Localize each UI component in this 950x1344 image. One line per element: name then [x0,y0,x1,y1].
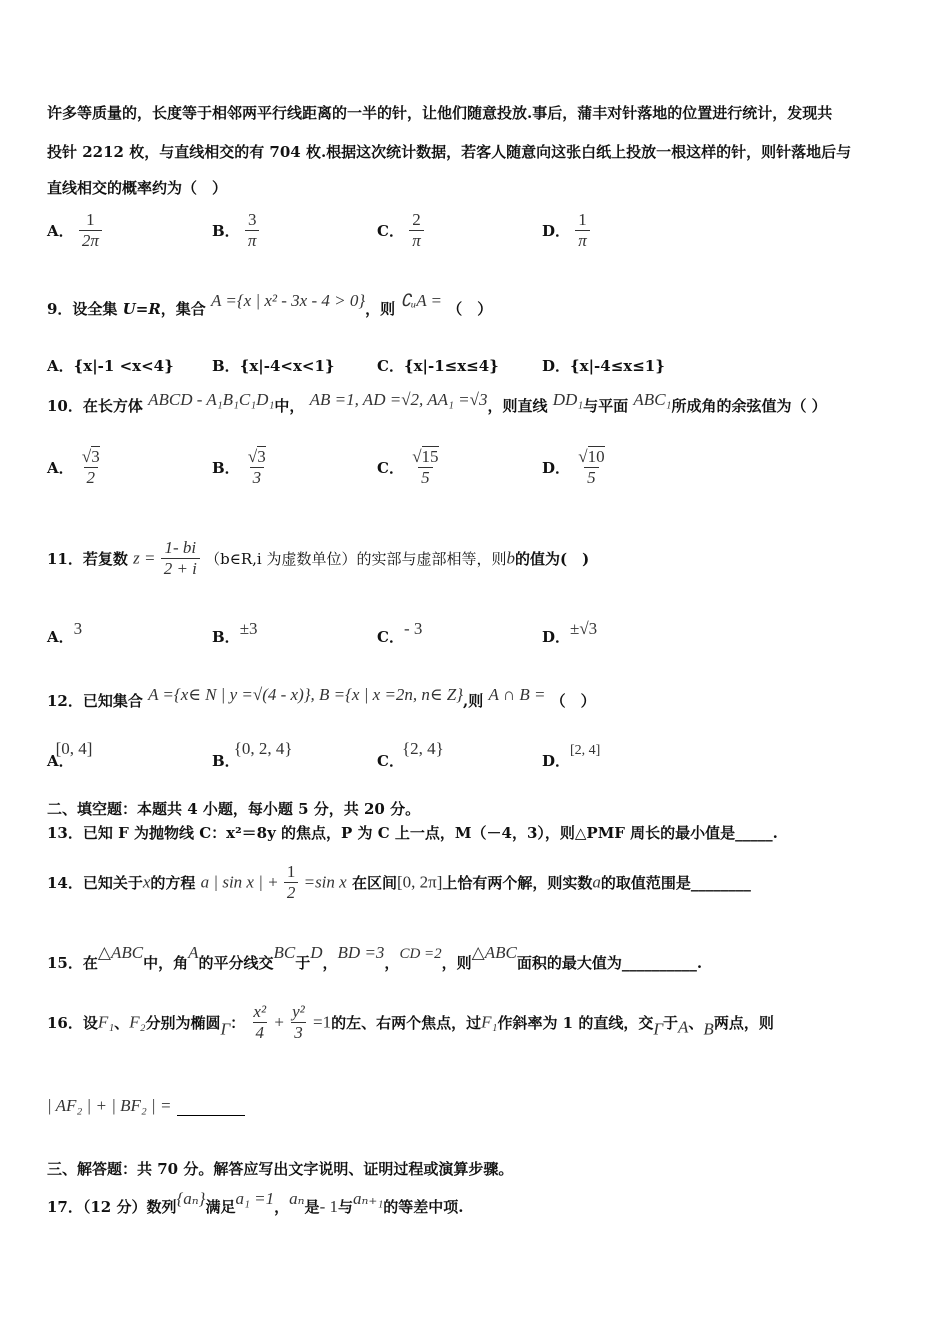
q10-option-b[interactable]: B． $\frac{√3}{3}$ [212,447,269,488]
q9-set-a: A ={x | x² - 3x - 4 > 0} [211,291,366,310]
q10-stem: 10．在长方体 ABCD - A₁B₁C₁D₁中， AB =1, AD =√2, AA₁ =√3，则直线 DD₁与平面 ABC₁所成角的余弦值为（ ） [47,390,827,415]
q8-option-c-fraction: $\frac{2}{\pi}$ [409,210,424,251]
q13-stem: 13．已知 F 为抛物线 C：x²＝8y 的焦点，P 为 C 上一点，M（－4，3），则△PMF 周长的最小值是_____. [47,824,778,842]
q9-stem: 9．设全集 U=R，集合 A ={x | x² - 3x - 4 > 0}，则 ∁ᵤA = （ ） [47,291,493,318]
q8-line-2: 投针 2212 枚，与直线相交的有 704 枚.根据这次统计数据，若客人随意向这张白纸上投放一根这样的针，则针落地后与 [47,143,852,161]
q12-option-b[interactable]: B．{0, 2, 4} [212,739,293,770]
q11-stem: 11．若复数 z = $\frac{1- bi}{2 + i}$ （b∈R,i 为虚数单位）的实部与虚部相等，则b的值为( ) [47,538,590,578]
q12-stem: 12．已知集合 A ={x∈ N | y =√(4 - x)}, B ={x | x =2n, n∈ Z},则 A ∩ B = （ ） [47,685,596,710]
q12-intersection: A ∩ B = [488,685,546,704]
q11-option-b[interactable]: B．±3 [212,619,258,646]
q11-option-d[interactable]: D．±√3 [542,619,598,646]
q9-option-c[interactable]: C．{x|-1≤x≤4} [377,357,499,375]
q10-option-c[interactable]: C． $\frac{√15}{5}$ [377,447,442,488]
q15-stem: 15．在△ABC中，角A的平分线交BC于D，BD =3，CD =2，则△ABC面积的最大值为__________. [47,943,703,972]
q10-option-b-fraction: $\frac{√3}{3}$ [247,447,266,487]
q14-half: $\frac{1}{2}$ [284,862,299,903]
q9-option-b[interactable]: B．{x|-4<x<1} [212,357,335,375]
q8-option-a[interactable]: A． $\frac{1}{2\pi}$ [47,210,102,251]
q8-option-b-fraction: $\frac{3}{\pi}$ [245,210,260,251]
q11-fraction: $\frac{1- bi}{2 + i}$ [161,538,200,579]
q8-option-c[interactable]: C． $\frac{2}{\pi}$ [377,210,424,251]
q8-option-a-fraction: $\frac{1}{2\pi}$ [79,210,102,251]
q10-option-a[interactable]: A． $\frac{√3}{2}$ [47,447,103,488]
q10-solid: ABCD - A₁B₁C₁D₁ [148,390,275,409]
q8-line-1: 许多等质量的，长度等于相邻两平行线距离的一半的针，让他们随意投放.事后，蒲丰对针落地的位置进行统计，发现共 [47,104,833,122]
q10-option-d[interactable]: D． $\frac{√10}{5}$ [542,447,608,488]
q14-stem: 14．已知关于x的方程 a | sin x | + $\frac{1}{2}$ =sin x 在区间[0, 2π]上恰有两个解，则实数a的取值范围是________ [47,862,751,902]
q8-option-d-fraction: $\frac{1}{\pi}$ [575,210,590,251]
q16-stem: 16．设F₁、F₂分别为椭圆Γ： $\frac{\text{x²}}{4}$ + $\frac{\text{y²}}{3}$ =1的左、右两个焦点，过F₁作斜率为 1 的直线，交Γ于A、B两点，则 [47,1002,774,1042]
q14-equation-left: a | sin x | + [200,872,279,892]
q11-option-a[interactable]: A．3 [47,619,83,646]
q10-option-d-fraction: $\frac{√10}{5}$ [578,447,605,487]
q16-answer-line [47,1096,245,1116]
q8-option-d[interactable]: D． $\frac{1}{\pi}$ [542,210,590,251]
q8-line-3: 直线相交的概率约为（ ） [47,179,228,197]
q8-option-b[interactable]: B． $\frac{3}{\pi}$ [212,210,259,251]
q16-expression: | AF₂ | + | BF₂ | = [47,1096,172,1115]
q10-option-c-fraction: $\frac{√15}{5}$ [412,447,439,487]
q9-complement: ∁ᵤA = [400,291,443,310]
q12-option-d[interactable]: D．[2, 4] [542,743,601,770]
q14-equation-right: =sin x [303,872,347,892]
q10-option-a-fraction: $\frac{√3}{2}$ [81,447,100,487]
q9-option-a[interactable]: A．{x|-1 <x<4} [47,357,174,375]
q12-option-c[interactable]: C．{2, 4} [377,739,444,770]
q16-x-term: $\frac{\text{x²}}{4}$ [253,1002,267,1042]
q16-y-term: $\frac{\text{y²}}{3}$ [292,1002,305,1042]
q17-stem: 17．（12 分）数列{aₙ}满足a₁ =1，aₙ是- 1与aₙ₊₁的等差中项. [47,1189,464,1216]
q10-line: DD₁ [552,390,584,409]
q10-plane: ABC₁ [633,390,672,409]
q12-option-a[interactable]: A．[0, 4] [47,739,93,770]
q11-z: z = [133,548,156,568]
q9-option-d[interactable]: D．{x|-4≤x≤1} [542,357,665,375]
q11-option-c[interactable]: C．- 3 [377,619,423,646]
q12-sets: A ={x∈ N | y =√(4 - x)}, B ={x | x =2n, n∈ Z} [148,685,463,704]
q16-answer-blank[interactable] [177,1097,245,1116]
q10-given: AB =1, AD =√2, AA₁ =√3 [309,390,488,409]
section-fill-in-heading: 二、填空题：本题共 4 小题，每小题 5 分，共 20 分。 [47,800,421,818]
section-solution-heading: 三、解答题：共 70 分。解答应写出文字说明、证明过程或演算步骤。 [47,1160,514,1178]
